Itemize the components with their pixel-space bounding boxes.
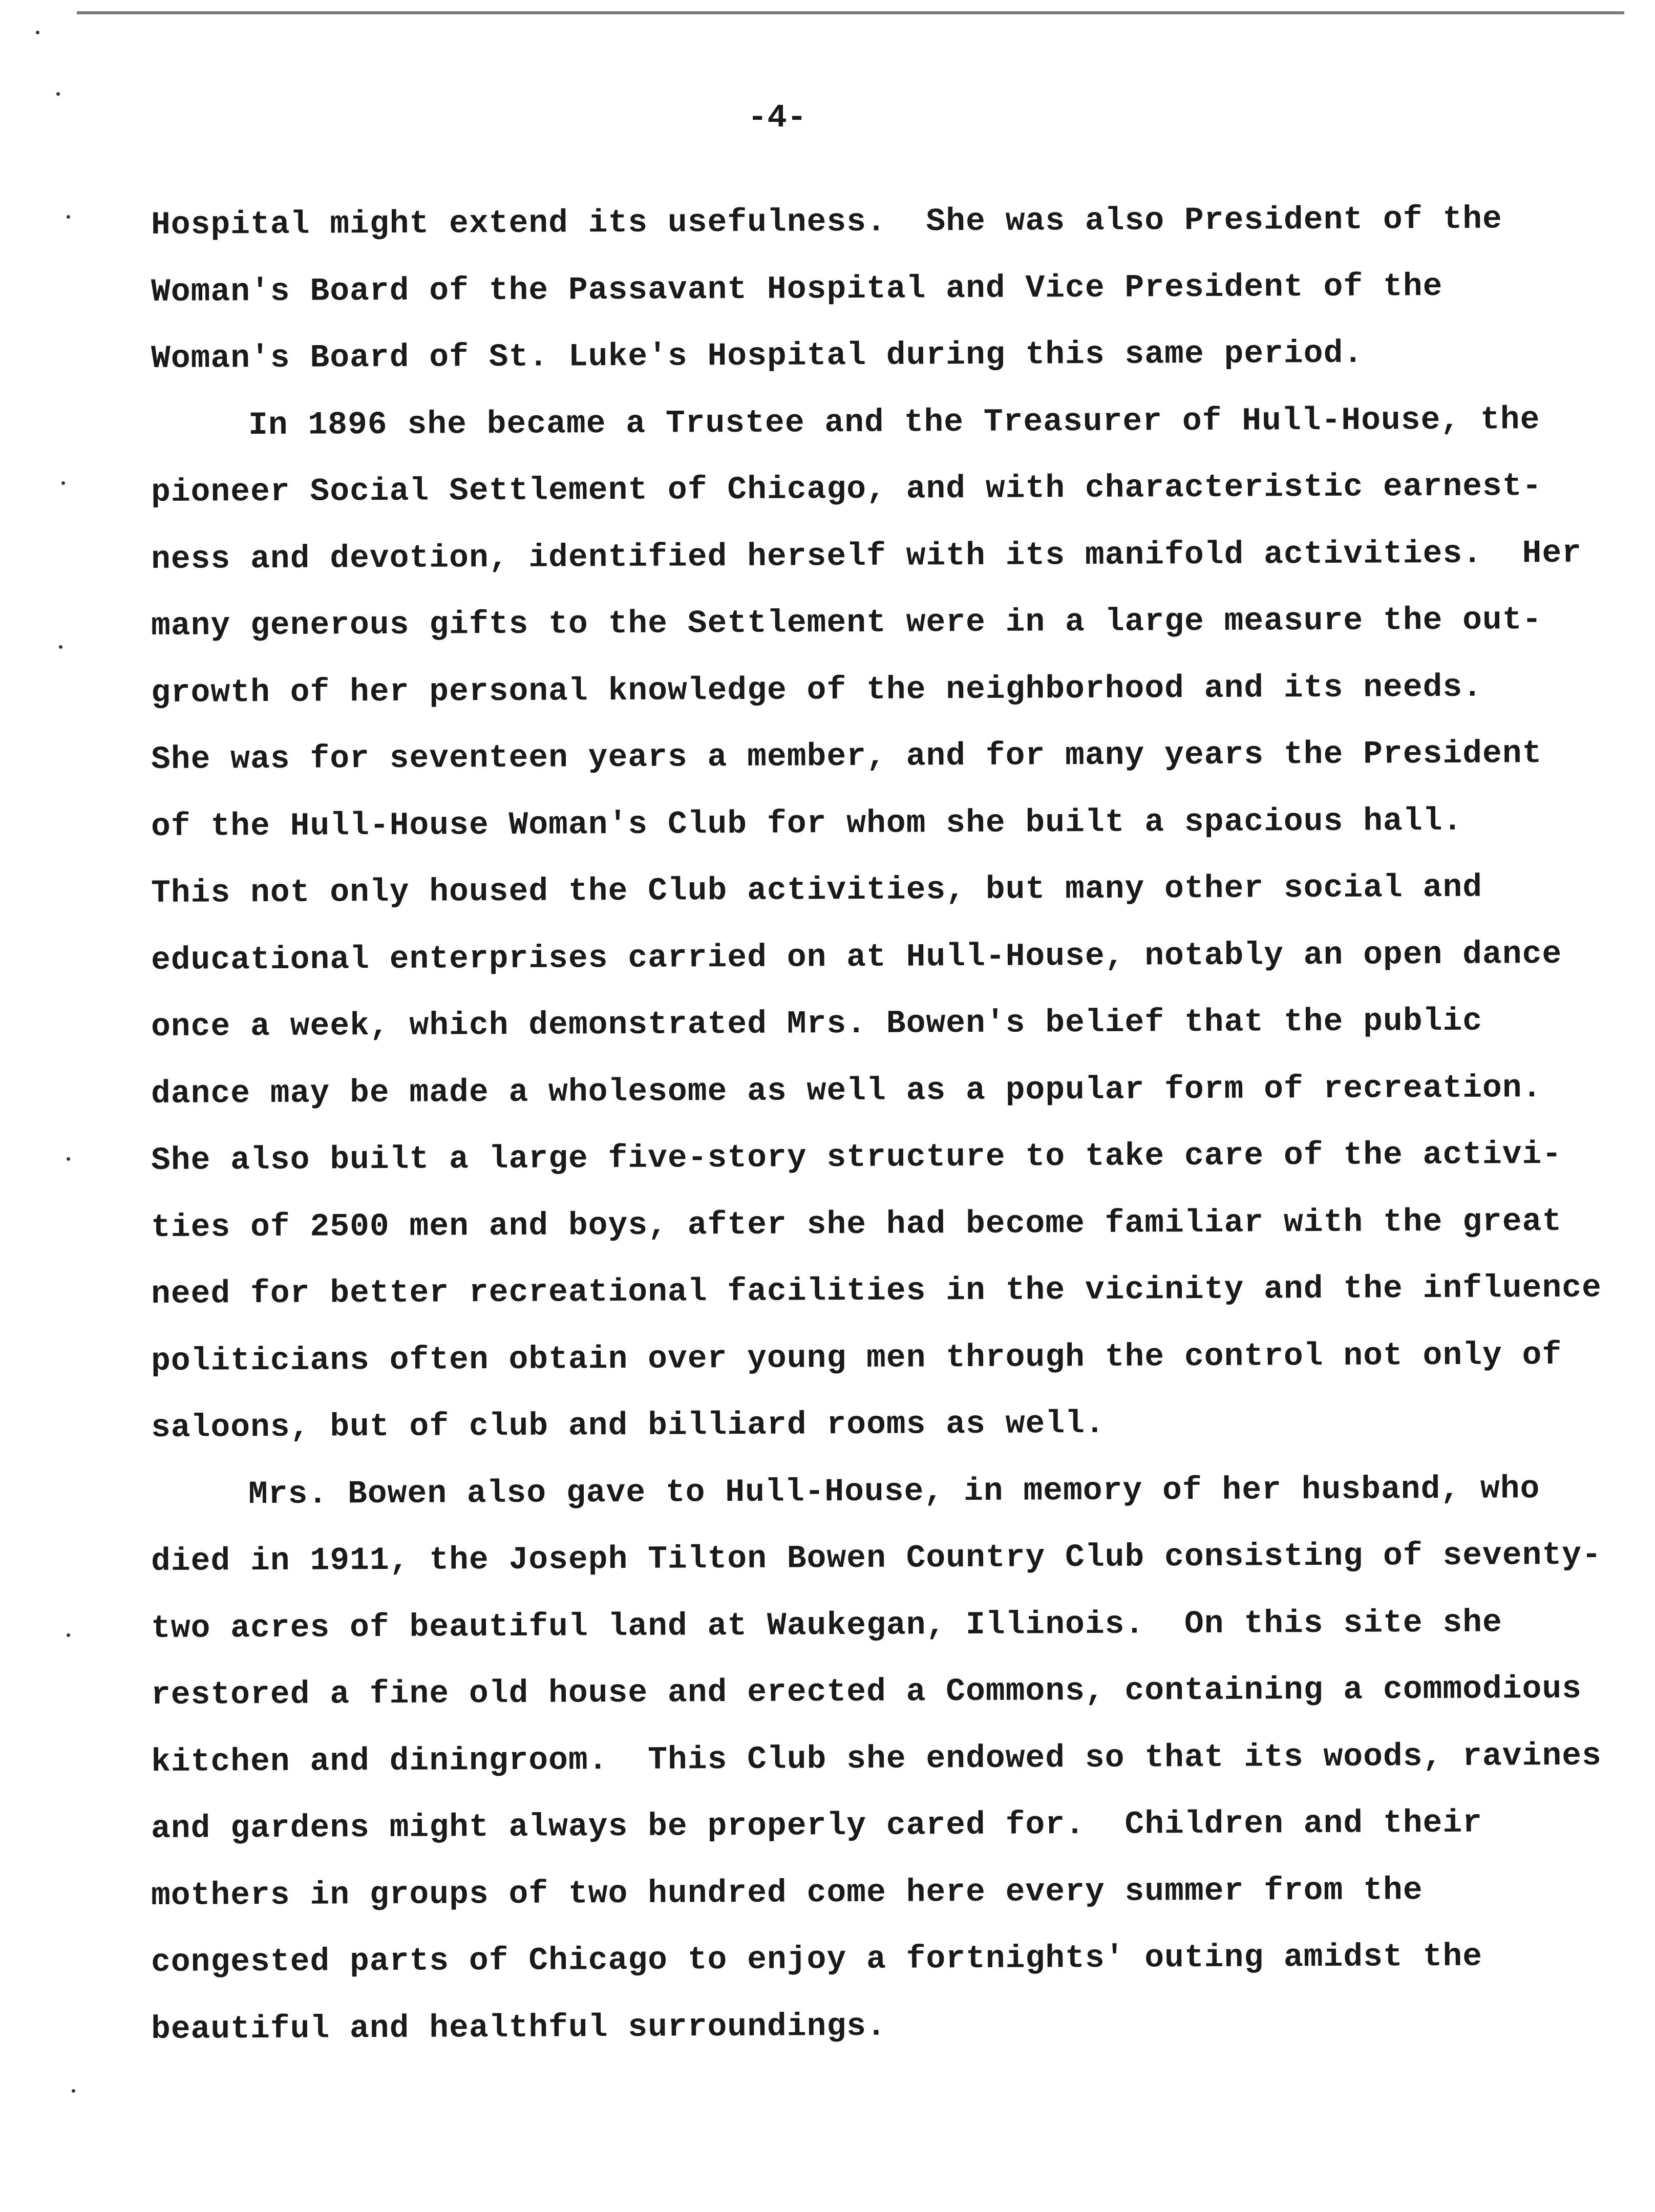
text-line: of the Hull-House Woman's Club for whom she built a spacious hall.: [151, 802, 1463, 845]
text-line: once a week, which demonstrated Mrs. Bowen's belief that the public: [151, 1003, 1483, 1045]
page-number: -4-: [748, 100, 807, 137]
text-line: Woman's Board of the Passavant Hospital and Vice President of the: [151, 268, 1443, 310]
document-body: [151, 192, 1636, 2063]
text-line: many generous gifts to the Settlement were in a large measure the out-: [151, 602, 1542, 644]
text-line: This not only housed the Club activities, but many other social and: [151, 869, 1483, 911]
text-line: restored a fine old house and erected a Commons, containing a commodious: [151, 1670, 1582, 1713]
text-line: dance may be made a wholesome as well as a popular form of recreation.: [151, 1069, 1542, 1112]
text-line: educational enterprises carried on at Hull-House, notably an open dance: [151, 935, 1562, 979]
text-line: congested parts of Chicago to enjoy a fortnights' outing amidst the: [151, 1938, 1483, 1981]
text-line: kitchen and diningroom. This Club she endowed so that its woods, ravines: [151, 1737, 1602, 1780]
text-line: ties of 2500 men and boys, after she had become familiar with the great: [151, 1203, 1562, 1246]
text-line: pioneer Social Settlement of Chicago, and with characteristic earnest-: [151, 468, 1542, 511]
text-line: and gardens might always be properly cared for. Children and their: [151, 1804, 1483, 1847]
text-line: ness and devotion, identified herself with its manifold activities. Her: [151, 535, 1582, 578]
text-line: Hospital might extend its usefulness. She was also President of the: [151, 201, 1502, 243]
text-line: died in 1911, the Joseph Tilton Bowen Country Club consisting of seventy-: [151, 1537, 1602, 1580]
text-line: She was for seventeen years a member, and for many years the President: [151, 735, 1542, 778]
text-line: Woman's Board of St. Luke's Hospital during this same period.: [151, 335, 1364, 377]
text-line: She also built a large five-story structure to take care of the activi-: [151, 1136, 1562, 1179]
text-line: need for better recreational facilities in the vicinity and the influence: [151, 1269, 1602, 1312]
text-line: two acres of beautiful land at Waukegan, Illinois. On this site she: [151, 1604, 1502, 1647]
text-line: growth of her personal knowledge of the neighborhood and its needs.: [151, 669, 1483, 711]
paragraph-start-line: Mrs. Bowen also gave to Hull-House, in memory of her husband, who: [248, 1470, 1540, 1513]
scan-edge-line: [77, 11, 1624, 14]
scan-margin-specks: [0, 0, 72, 2212]
text-line: beautiful and healthful surroundings.: [151, 2008, 886, 2048]
text-line: politicians often obtain over young men through the control not only of: [151, 1336, 1562, 1379]
text-line: saloons, but of club and billiard rooms as well.: [151, 1405, 1105, 1446]
paragraph-start-line: In 1896 she became a Trustee and the Treasurer of Hull-House, the: [248, 401, 1540, 443]
text-line: mothers in groups of two hundred come here every summer from the: [151, 1871, 1423, 1914]
